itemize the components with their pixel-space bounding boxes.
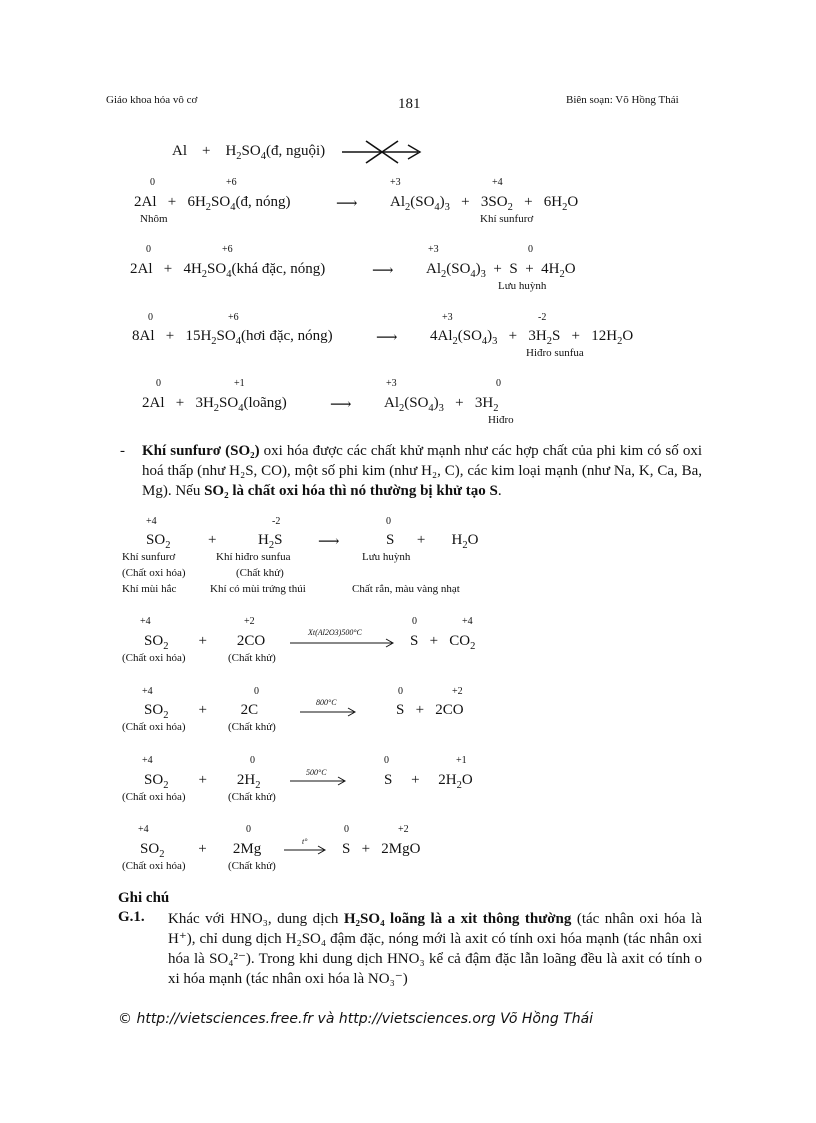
reaction-9: $SO_2$ + $2H_2$ (144, 772, 261, 791)
label-reductant-5: (Chất khử) (228, 860, 276, 872)
reaction-8: $SO_2$ + 2C (144, 702, 259, 721)
label-hidro: Hiđro (488, 414, 514, 426)
label-luu-huynh-2: Lưu huỳnh (362, 551, 411, 563)
reaction-5: $2Al + 3H_2SO_4(loãng)$ (142, 395, 287, 414)
label-oxidant-2: (Chất oxi hóa) (122, 652, 186, 664)
reaction-10: $SO_2$ + 2Mg (140, 841, 262, 860)
label-oxidant-5: (Chất oxi hóa) (122, 860, 186, 872)
label-hidro-sunfua: Hiđro sunfua (526, 347, 584, 359)
reaction-2: $2Al + 6H_2SO_4(đ$, nóng) (134, 194, 291, 213)
label-pungent: Khí mùi hắc (122, 583, 177, 595)
para-bold-2: SO₂ là chất oxi hóa thì nó thường bị khử tạo S (204, 483, 498, 499)
page-number: 181 (398, 96, 421, 112)
label-oxidant-3: (Chất oxi hóa) (122, 721, 186, 733)
label-reductant-3: (Chất khử) (228, 721, 276, 733)
header-left: Giáo khoa hóa vô cơ (106, 94, 198, 106)
notes-text-1: Khác với HNO₃, dung dịch (168, 911, 344, 927)
notes-body (168, 909, 702, 989)
reaction-6: $SO_2$ (146, 532, 171, 551)
label-luu-huynh-1: Lưu huỳnh (498, 280, 547, 292)
reaction-arrow-icon (290, 638, 396, 648)
bullet-dash: - (120, 443, 125, 459)
notes-bold-1: H₂SO₄ loãng là a xit thông thường (343, 911, 572, 927)
so2-paragraph (142, 441, 702, 501)
cond-r7: 800°C (316, 698, 337, 707)
cond-r9: t° (302, 837, 308, 846)
cond-r8: 500°C (306, 768, 327, 777)
reaction-7: $SO_2$ + 2CO (144, 633, 266, 652)
notes-text-2: (tác nhân oxi hóa là H⁺), chỉ dung dịch H₂SO₄ đậm đặc, nóng mới là axit có tính oxi hóa mạnh (tác nhân oxi hóa là SO₄²⁻). Trong khi dung dịch HNO₃ kể cả đậm đặc lẫn loãng đều là axit có tính o xi hóa mạnh (tác nhân oxi hóa là NO₃⁻) (168, 911, 702, 987)
label-so2-name: Khí sunfurơ (122, 551, 176, 563)
label-reductant-4: (Chất khử) (228, 791, 276, 803)
blocked-arrow-icon (340, 138, 424, 166)
footer-credit: © http://vietsciences.free.fr và http://vietsciences.org Võ Hồng Thái (118, 1011, 594, 1027)
label-reductant-2: (Chất khử) (228, 652, 276, 664)
label-reductant-1: (Chất khử) (236, 567, 284, 579)
notes-label: G.1. (118, 909, 145, 925)
reaction-4: $8Al + 15H_2SO_4(hơi$ đặc, nóng) (132, 328, 333, 347)
label-nhom: Nhôm (140, 213, 168, 225)
label-oxidant-4: (Chất oxi hóa) (122, 791, 186, 803)
label-khi-sunfuro: Khí sunfurơ (480, 213, 534, 225)
label-h2s-name: Khí hiđro sunfua (216, 551, 291, 563)
reaction-1: Al + $H_2SO_4(đ$, nguội) (172, 143, 326, 162)
label-oxidant-1: (Chất oxi hóa) (122, 567, 186, 579)
para-text-1: oxi hóa được các chất khử mạnh như các hợp chất của phi kim có số oxi hoá thấp (như H₂S, CO), một số phi kim (như H₂, C), các kim loại mạnh (như Na, K, Ca, Ba, Mg). Nếu (142, 443, 702, 499)
reaction-arrow-icon (284, 845, 328, 855)
label-rotten-egg: Khí có mùi trứng thúi (210, 583, 306, 595)
notes-title: Ghi chú (118, 890, 170, 906)
reaction-arrow-icon (300, 707, 358, 717)
cond-r6: Xt(Al2O3)500°C (308, 628, 362, 637)
reaction-3: $2Al + 4H_2SO_4(khá$ đặc, nóng) (130, 261, 326, 280)
label-solid-yellow: Chất rắn, màu vàng nhạt (352, 583, 460, 595)
para-bold-1: Khí sunfurơ (SO₂) (142, 443, 260, 459)
para-end: . (497, 483, 502, 499)
header-right: Biên soạn: Võ Hồng Thái (566, 94, 679, 106)
reaction-arrow-icon (290, 776, 348, 786)
